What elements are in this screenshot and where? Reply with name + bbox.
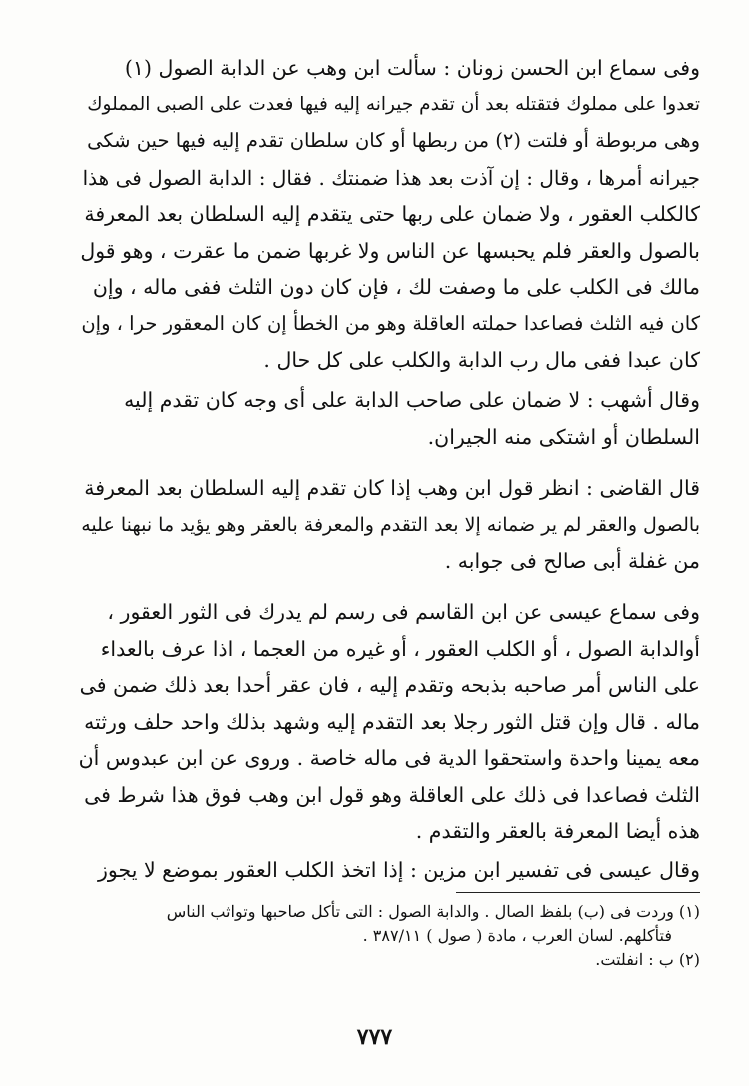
paragraph-5 (78, 852, 700, 889)
footnote-2-line: (٢) ب : انفلتت. (595, 950, 700, 969)
text-line: وقال عيسى فى تفسير ابن مزين : إذا اتخذ الكلب العقور بموضع لا يجوز (98, 858, 700, 882)
text-line: من غفلة أبى صالح فى جوابه . (444, 549, 700, 573)
footnote-1-line: فتأكلهم. لسان العرب ، مادة ( صول ) ٣٨٧/١١ . (362, 926, 672, 945)
text-line: كان فيه الثلث فصاعدا حملته العاقلة وهو من الخطأ إن كان المعقور حرا ، وإن (81, 311, 700, 335)
text-line: قال القاضى : انظر قول ابن وهب إذا كان تقدم إليه السلطان بعد المعرفة (84, 476, 700, 500)
page-number: ٧٧٧ (356, 1024, 393, 1050)
text-line: وهى مربوطة أو فلتت (٢) من ربطها أو كان سلطان تقدم إليه فيها حين شكى (87, 129, 700, 152)
text-line: على الناس أمر صاحبه بذبحه وتقدم إليه ، فان عقر أحدا بعد ذلك ضمن فى (79, 673, 700, 697)
text-line: معه يمينا واحدة واستحقوا الدية فى ماله خاصة . وروى عن ابن عبدوس أن (78, 746, 700, 770)
footnotes (78, 900, 700, 972)
paragraph-2 (78, 382, 700, 455)
text-line: بالصول والعقر لم ير ضمانه إلا بعد التقدم والمعرفة بالعقر وهو يؤيد ما نبهنا عليه (81, 513, 700, 536)
footnote-1-line: (١) وردت فى (ب) بلفظ الصال . والدابة الصول : التى تأكل صاحبها وتواثب الناس (166, 902, 700, 921)
text-line: مالك فى الكلب على ما وصفت لك ، فإن كان دون الثلث ففى ماله ، وإن (92, 275, 700, 299)
text-line: السلطان أو اشتكى منه الجيران. (427, 424, 700, 449)
paragraph-4 (78, 594, 700, 850)
text-line: أوالدابة الصول ، أو الكلب العقور ، أو غيره من العجما ، اذا عرف بالعداء (100, 636, 700, 661)
text-line: ماله . قال وإن قتل الثور رجلا بعد التقدم إليه وشهد بذلك واحد حلف ورثته (84, 709, 700, 734)
text-line: كالكلب العقور ، ولا ضمان على ربها حتى يتقدم إليه السلطان بعد المعرفة (84, 202, 700, 226)
text-line: بالصول والعقر فلم يحبسها عن الناس ولا غربها ضمن ما عقرت ، وهو قول (80, 238, 700, 263)
paragraph-3 (78, 470, 700, 580)
footnote-separator (456, 892, 700, 893)
text-line: هذه أيضا المعرفة بالعقر والتقدم . (415, 819, 700, 843)
text-line: وفى سماع ابن الحسن زونان : سألت ابن وهب عن الدابة الصول (١) (124, 56, 700, 80)
text-line: الثلث فصاعدا فى ذلك على العاقلة وهو قول ابن وهب فوق هذا شرط فى (84, 782, 700, 807)
paragraph-1 (78, 50, 700, 379)
text-line: وفى سماع عيسى عن ابن القاسم فى رسم لم يدرك فى الثور العقور ، (107, 600, 700, 624)
text-line: كان عبدا ففى مال رب الدابة والكلب على كل حال . (263, 348, 700, 372)
text-line: جيرانه أمرها ، وقال : إن آذت بعد هذا ضمنتك . فقال : الدابة الصول فى هذا (82, 165, 700, 190)
text-line: وقال أشهب : لا ضمان على صاحب الدابة على أى وجه كان تقدم إليه (124, 388, 700, 412)
text-line: تعدوا على مملوك فتقتله بعد أن تقدم جيرانه إليه فيها فعدت على الصبى المملوك (87, 93, 700, 115)
